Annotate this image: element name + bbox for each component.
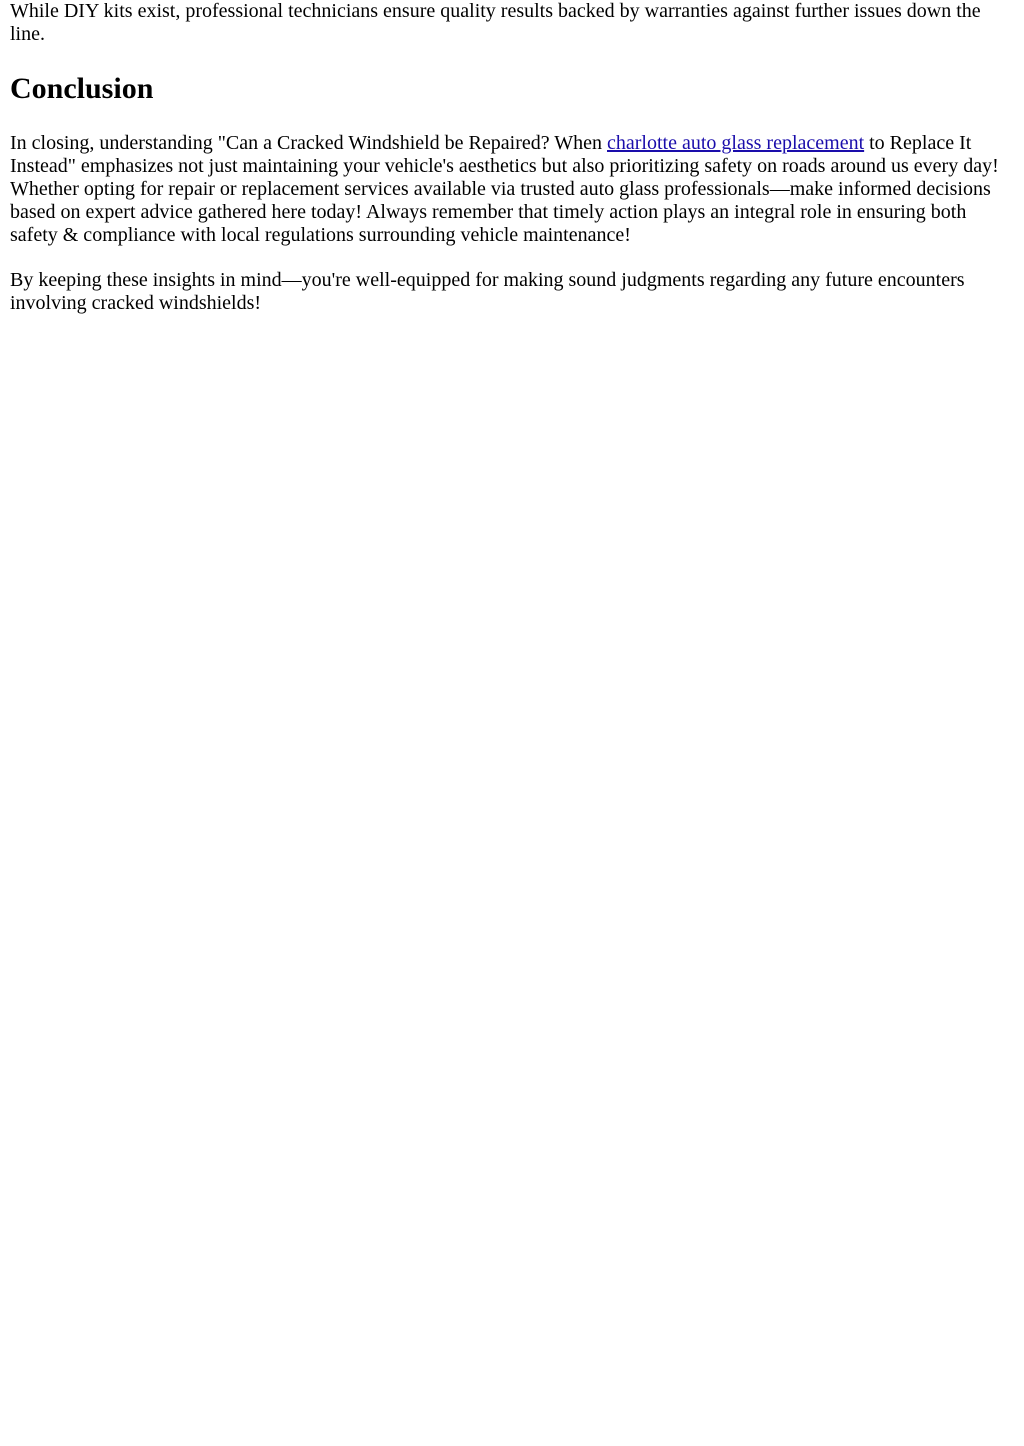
paragraph-text-before-link: In closing, understanding "Can a Cracked Windshield be Repaired? When	[10, 132, 608, 154]
conclusion-paragraph-2: By keeping these insights in mind—you're well-equipped for making sound judgments regarding any future encounters involving cracked windshields!	[10, 269, 965, 314]
paragraph-text-after-link: to Replace It Instead" emphasizes not just maintaining your vehicle's aesthetics but also prioritizing safety on roads around us every day! Whether opting for repair or replacement services available via trusted auto glass professionals—make informed decisions based on expert advice gathered here today! Always remember that timely action plays an integral role in ensuring both safety & compliance with local regulations surrounding vehicle maintenance!	[10, 132, 999, 246]
article-content	[10, 0, 1016, 314]
conclusion-heading: Conclusion	[10, 72, 154, 105]
conclusion-paragraph-1	[10, 132, 1016, 247]
intro-paragraph: While DIY kits exist, professional technicians ensure quality results backed by warranties against further issues down the line.	[10, 0, 981, 45]
charlotte-auto-glass-link[interactable]: charlotte auto glass replacement	[607, 132, 865, 154]
